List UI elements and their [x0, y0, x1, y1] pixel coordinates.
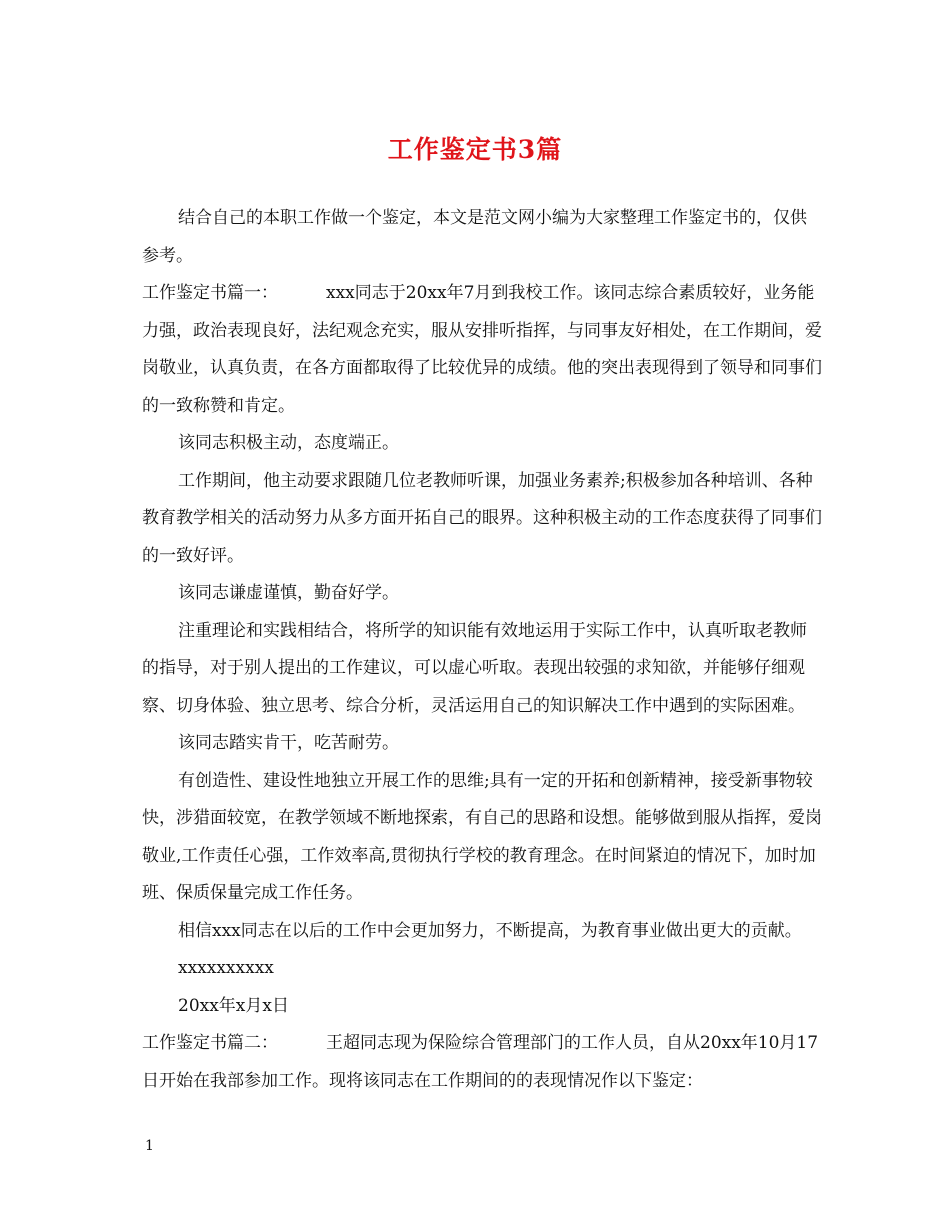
body-paragraph: 工作期间，他主动要求跟随几位老教师听课，加强业务素养;积极参加各种培训、各种教育教学相关的活动努力从多方面开拓自己的眼界。这种积极主动的工作态度获得了同事们的一致好评。	[142, 470, 822, 566]
section-two-text: 王超同志现为保险综合管理部门的工作人员，自从20xx年10月17日开始在我部参加工作。现将该同志在工作期间的的表现情况作以下鉴定：	[142, 1033, 819, 1091]
section-one-paragraph	[142, 275, 822, 425]
document-body	[142, 200, 822, 1100]
section-one-label: 工作鉴定书篇一：	[142, 283, 278, 303]
body-paragraph: 该同志谦虚谨慎，勤奋好学。	[178, 583, 399, 603]
body-paragraph: 该同志踏实肯干，吃苦耐劳。	[178, 733, 399, 753]
body-paragraph: 注重理论和实践相结合，将所学的知识能有效地运用于实际工作中，认真听取老教师的指导，对于别人提出的工作建议，可以虚心听取。表现出较强的求知欲，并能够仔细观察、切身体验、独立思考、综合分析，灵活运用自己的知识解决工作中遇到的实际困难。	[142, 620, 807, 716]
intro-paragraph: 结合自己的本职工作做一个鉴定，本文是范文网小编为大家整理工作鉴定书的，仅供参考。	[142, 208, 807, 266]
body-paragraph: 相信xxx同志在以后的工作中会更加努力，不断提高，为教育事业做出更大的贡献。	[178, 920, 802, 941]
date-line: 20xx年x月x日	[178, 995, 289, 1016]
section-two-label: 工作鉴定书篇二：	[142, 1033, 278, 1053]
document-title: 工作鉴定书3篇	[387, 135, 563, 164]
body-paragraph: 有创造性、建设性地独立开展工作的思维;具有一定的开拓和创新精神，接受新事物较快，涉猎面较宽，在教学领域不断地探索，有自己的思路和设想。能够做到服从指挥，爱岗敬业,工作责任心强，工作效率高,贯彻执行学校的教育理念。在时间紧迫的情况下，加时加班、保质保量完成工作任务。	[142, 770, 822, 903]
page-number: 1	[145, 1138, 154, 1154]
signature-line: xxxxxxxxxx	[178, 958, 274, 978]
section-two-paragraph	[142, 1025, 822, 1100]
body-paragraph: 该同志积极主动，态度端正。	[178, 433, 399, 453]
section-one-text: xxx同志于20xx年7月到我校工作。该同志综合素质较好，业务能力强，政治表现良好，法纪观念充实，服从安排听指挥，与同事友好相处，在工作期间，爱岗敬业，认真负责，在各方面都取得了比较优异的成绩。他的突出表现得到了领导和同事们的一致称赞和肯定。	[142, 283, 822, 416]
